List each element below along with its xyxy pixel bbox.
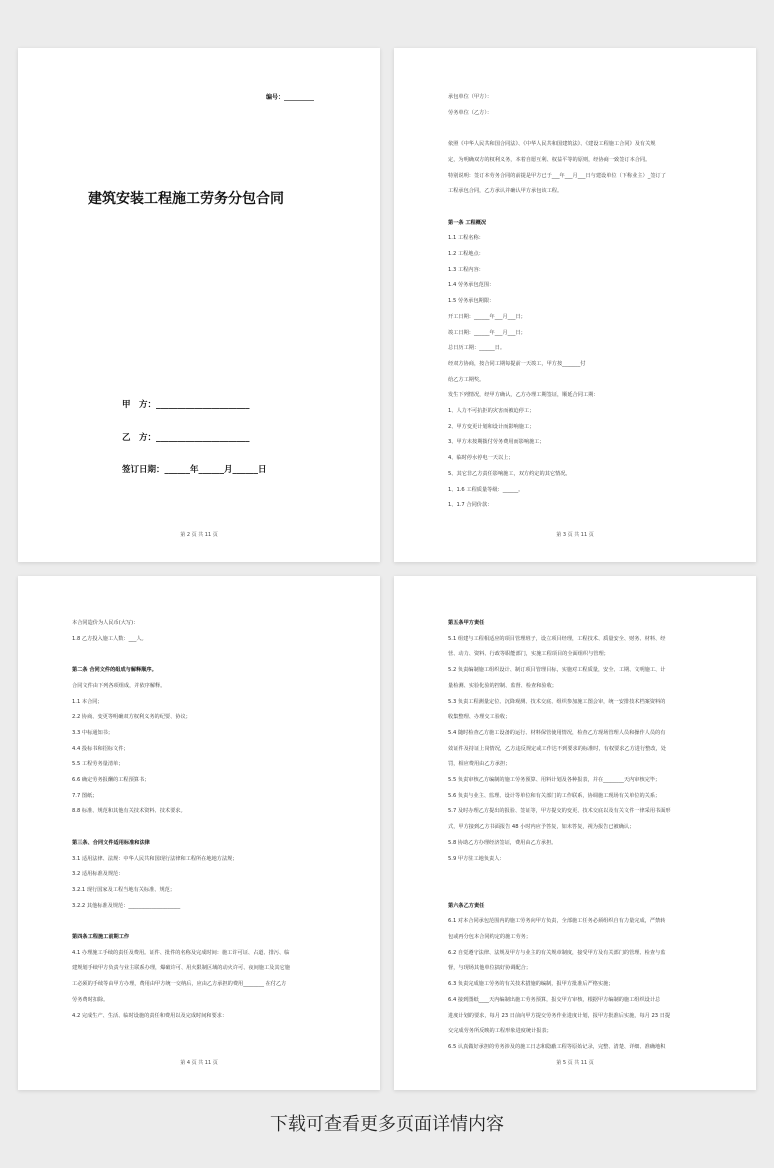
text-line: 合同文件由下列各项组成，并依序解释。 <box>72 682 166 689</box>
text-line: 6.1 对本合同承包范围内的施工劳务向甲方负责，全部施工任务必须组织自有力量完成，严禁转 <box>448 918 666 925</box>
page-footer: 第 3 页 共 11 页 <box>556 532 594 538</box>
text-line <box>72 647 350 663</box>
text-line <box>448 867 726 883</box>
text-line: 5.9 甲方驻工地负责人： <box>448 855 505 862</box>
text-line <box>72 914 350 930</box>
page-body <box>72 616 350 1024</box>
text-line: 1.1 本合同； <box>72 698 103 705</box>
text-line: 1.4 劳务承包范围： <box>448 282 495 289</box>
text-line: 1、1.7 合同价款： <box>448 502 493 509</box>
text-line: 2.2 协商、变更等明确双方权利义务的纪要、协议； <box>72 714 191 721</box>
text-line: 效证件及持证上岗情况，乙方违反规定或工作达不到要求的标准时，有权要求乙方进行整改，处 <box>448 745 666 752</box>
page-body <box>448 616 726 1056</box>
text-line: 6.5 认真做好承担的劳务涉及的施工日志和隐蔽工程等原始记录，完整、清楚、详细、准确地积 <box>448 1043 666 1050</box>
text-line: 罚，相应费用由乙方承担； <box>448 761 511 768</box>
document-page-5 <box>394 576 756 1090</box>
page-footer: 第 5 页 共 11 页 <box>556 1060 594 1066</box>
text-line: 开工日期：______年___月___日； <box>448 313 526 320</box>
text-line: 营、动力、资料、行政等职能部门，实施工程项目的全面组织与管理； <box>448 651 609 658</box>
text-line: 5.8 协助乙方办理经济签证，费用由乙方承担。 <box>448 839 557 846</box>
text-line: 3.3 中标通知书； <box>72 729 114 736</box>
document-page-3 <box>394 48 756 562</box>
text-line: 3.1 适用法律、法规：中华人民共和国现行法律和工程所在地地方法规； <box>72 855 238 862</box>
text-line: 竣工日期：______年___月___日； <box>448 329 526 336</box>
party-b-field: 乙 方：______________________ <box>122 433 250 443</box>
text-line: 承包单位（甲方）： <box>448 94 493 100</box>
page-body <box>448 90 726 514</box>
section-heading: 第二条 合同文件的组成与解释顺序。 <box>72 667 157 674</box>
text-line: 3.2.2 其他标准及规范：____________________ <box>72 902 181 909</box>
text-line: 式，甲方接到乙方书面报告 48 小时内应予答复，如未答复，视为报告已被确认； <box>448 824 635 831</box>
contract-number: 编号：__________ <box>266 94 315 101</box>
party-a-field: 甲 方：______________________ <box>122 400 250 410</box>
text-line: 5.1 组建与工程相适应的项目管理班子，设立项目经理，工程技术、质量安全、财务、材料、经 <box>448 635 666 642</box>
text-line: 交完成劳务所反映的工程形象进度统计报表； <box>448 1028 552 1035</box>
text-line: 1.2 工程地点： <box>448 251 484 258</box>
text-line: 4.1 办理施工手续的责任及费用。证件、批件的名称及完成时间：施工许可证、占道、排污、临 <box>72 949 290 956</box>
text-line: 工必须的手续等由甲方办理，费用由甲方统一交纳后，应由乙方承担的费用________ 在付乙方 <box>72 981 287 988</box>
text-line: 6.2 自觉遵守法律、法规及甲方与业主的有关规章制度，接受甲方及有关部门的管理、检查与监 <box>448 949 666 956</box>
text-line: 1.5 劳务承包期限： <box>448 298 495 305</box>
text-line: 包或再分包本合同约定的施工劳务； <box>448 934 532 941</box>
text-line: 1、人力不可抗拒的灾害而被迫停工； <box>448 408 535 415</box>
section-heading: 第六条乙方责任 <box>448 902 485 909</box>
text-line: 4、临时停水停电一天以上； <box>448 455 514 462</box>
text-line <box>448 121 726 137</box>
text-line: 量检测、实验化验的控制、监督、检查和验收； <box>448 682 557 689</box>
document-page-cover <box>18 48 380 562</box>
text-line: 经双方协商，按合同工期每提前一天竣工，甲方按_______付 <box>448 360 586 367</box>
text-line: 6.3 负责完成施工劳务的有关技术措施的编制，报甲方批准后严格实施； <box>448 981 614 988</box>
download-caption: 下载可查看更多页面详情内容 <box>270 1114 504 1135</box>
text-line: 给乙方工期奖。 <box>448 376 485 383</box>
section-heading: 第四条工程施工前期工作 <box>72 934 130 941</box>
text-line: 发生下列情况，经甲方确认，乙方办理工期签证，顺延合同工期： <box>448 392 599 399</box>
section-heading: 第五条甲方责任 <box>448 620 485 626</box>
page-footer: 第 4 页 共 11 页 <box>180 1060 218 1066</box>
text-line: 1.8 乙方投入施工人数：___人。 <box>72 635 147 642</box>
text-line: 1.3 工程内容： <box>448 266 484 273</box>
text-line: 5.2 负责编制施工组织设计、制订项目管理目标，实施对工程质量，安全、工期、文明施工、计 <box>448 667 666 674</box>
text-line: 督，与现场其他单位搞好协调配合； <box>448 965 532 972</box>
text-line: 劳务费时扣除。 <box>72 996 109 1003</box>
text-line: 本合同造价为人民币(大写)： <box>72 620 139 626</box>
section-heading: 第一条 工程概况 <box>448 219 487 226</box>
section-heading: 第三条、合同文件适用标准和法律 <box>72 839 150 846</box>
document-page-4 <box>18 576 380 1090</box>
text-line: 5.7 及时办理乙方提出的报验、签证等，甲方提交的变更、技术交底以及有关文件一律采用书面形 <box>448 808 671 815</box>
text-line: 3.2.1 现行国家及工程当地有关标准、规范； <box>72 886 176 893</box>
text-line: 1、1.6 工程质量等级：______。 <box>448 486 524 493</box>
text-line: 5、其它非乙方责任影响施工，双方约定的其它情况。 <box>448 470 571 477</box>
text-line: 5.3 负责工程测量定位、沉降观测、技术交底、组织参加施工图会审，统一安排技术档案资料的 <box>448 698 666 705</box>
sign-date-field: 签订日期：______年______月______日 <box>122 465 267 475</box>
text-line: 工程承包合同，乙方承认并确认甲方承包该工程。 <box>448 188 563 195</box>
page-footer: 第 2 页 共 11 页 <box>180 532 218 538</box>
text-line: 依照《中华人民共和国合同法》、《中华人民共和国建筑法》、《建设工程施工合同》及有关规 <box>448 141 656 148</box>
text-line: 6.4 接到图纸____天内编制出施工劳务预算，报交甲方审核，根据甲方编制的施工组织设计总 <box>448 996 661 1003</box>
text-line: 6.6 确定劳务报酬的工程预算书； <box>72 777 150 784</box>
contract-title: 建筑安装工程施工劳务分包合同 <box>88 191 284 207</box>
text-line: 3、甲方未按期拨付劳务费用而影响施工； <box>448 439 545 446</box>
text-line: 进度计划的要求，每月 23 日前向甲方提交劳务作业进度计划，报甲方批准后实施，每月 23 日提 <box>448 1012 671 1019</box>
text-line: 4.4 投标书和招标文件； <box>72 745 129 752</box>
text-line: 特别说明：签订本劳务合同的前提是甲方已于___年___月___日与建设单位（下称业主）_签订了 <box>448 172 666 179</box>
text-line: 建规划手续甲方负责与业主联系办理，爆破许可、用火限制区域的动火许可、夜间施工及其它施 <box>72 965 290 972</box>
text-line: 2、甲方变更计划和设计而影响施工； <box>448 423 535 430</box>
text-line: 7.7 图纸； <box>72 792 98 799</box>
text-line: 8.8 标准、规范和其他有关技术资料、技术要求。 <box>72 808 186 815</box>
text-line: 总日历工期：______日。 <box>448 345 506 352</box>
text-line: 5.5 负责审核乙方编制的施工劳务预算、用料计划及各种报表，并在________天内审核完毕； <box>448 777 661 784</box>
text-line: 4.2 完成生产、生活、临时设施的责任和费用以及完成时间和要求： <box>72 1012 228 1019</box>
text-line <box>448 200 726 216</box>
text-line: 收集整理、办理交工验收； <box>448 714 511 721</box>
text-line: 1.1 工程名称： <box>448 235 484 242</box>
text-line: 5.6 负责与业主、监理、设计等单位和有关部门的工作联系，协调施工现场有关单位的关系； <box>448 792 661 799</box>
text-line: 劳务单位（乙方）： <box>448 109 493 116</box>
text-line <box>72 820 350 836</box>
text-line <box>448 883 726 899</box>
text-line: 定，为明确双方的权利义务，本着自愿互利、权益平等的原则，经协商一致签订本合同。 <box>448 156 651 163</box>
text-line: 5.5 工程劳务量清单； <box>72 761 124 768</box>
text-line: 5.4 随时检查乙方施工设备的运行、材料保管使用情况，检查乙方现场管理人员和操作人员的有 <box>448 729 666 736</box>
text-line: 3.2 适用标准及规范： <box>72 871 124 878</box>
